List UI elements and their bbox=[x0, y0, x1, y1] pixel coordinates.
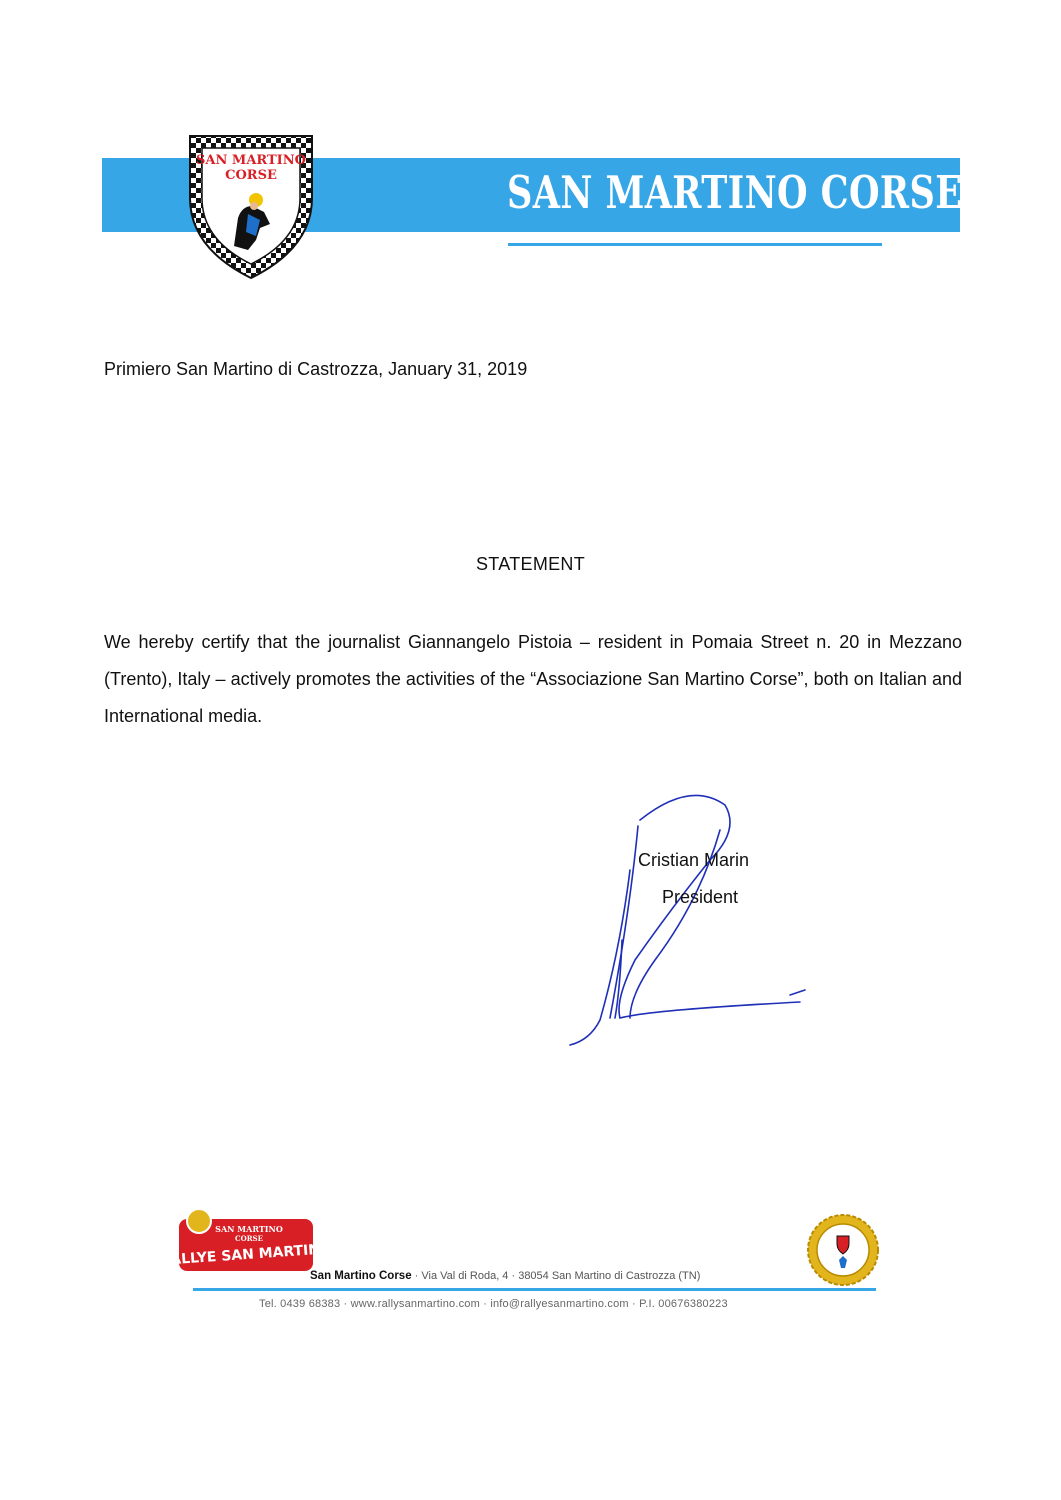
footer-rule bbox=[193, 1288, 876, 1291]
brand-underline bbox=[508, 243, 882, 246]
club-shield-logo bbox=[186, 128, 316, 280]
statement-title: STATEMENT bbox=[475, 554, 586, 574]
footer-address: · Via Val di Roda, 4 · 38054 San Martino di Castrozza (TN) bbox=[411, 1270, 701, 1282]
shield-text-top: SAN MARTINO bbox=[196, 153, 306, 168]
rallye-logo-text-mid: CORSE bbox=[235, 1234, 263, 1243]
handwritten-signature bbox=[560, 790, 820, 1050]
statement-body: We hereby certify that the journalist Giannangelo Pistoia – resident in Pomaia Street n. 20 in Mezzano (Trento), Italy – actively promotes the activities of the “Associazione San Martino Corse”, both on Italian and International media. bbox=[104, 632, 962, 726]
gold-seal-logo bbox=[805, 1212, 881, 1288]
footer-address-line bbox=[310, 1270, 700, 1282]
signatory-role: President bbox=[662, 887, 739, 907]
footer-org-name: San Martino Corse bbox=[310, 1270, 412, 1282]
rallye-san-martino-logo bbox=[159, 1205, 333, 1280]
signatory-name: Cristian Marin bbox=[638, 850, 750, 870]
rallye-logo-text-top: SAN MARTINO bbox=[215, 1224, 283, 1234]
shield-text-bottom: CORSE bbox=[225, 168, 277, 183]
dateline: Primiero San Martino di Castrozza, January 31, 2019 bbox=[104, 359, 528, 379]
footer-contacts: Tel. 0439 68383 · www.rallysanmartino.com · info@rallyesanmartino.com · P.I. 00676380223 bbox=[259, 1298, 728, 1310]
brand-title: SAN MARTINO CORSE bbox=[507, 166, 963, 219]
rallye-logo-text-main: RALLYE SAN MARTINO bbox=[159, 1241, 333, 1270]
